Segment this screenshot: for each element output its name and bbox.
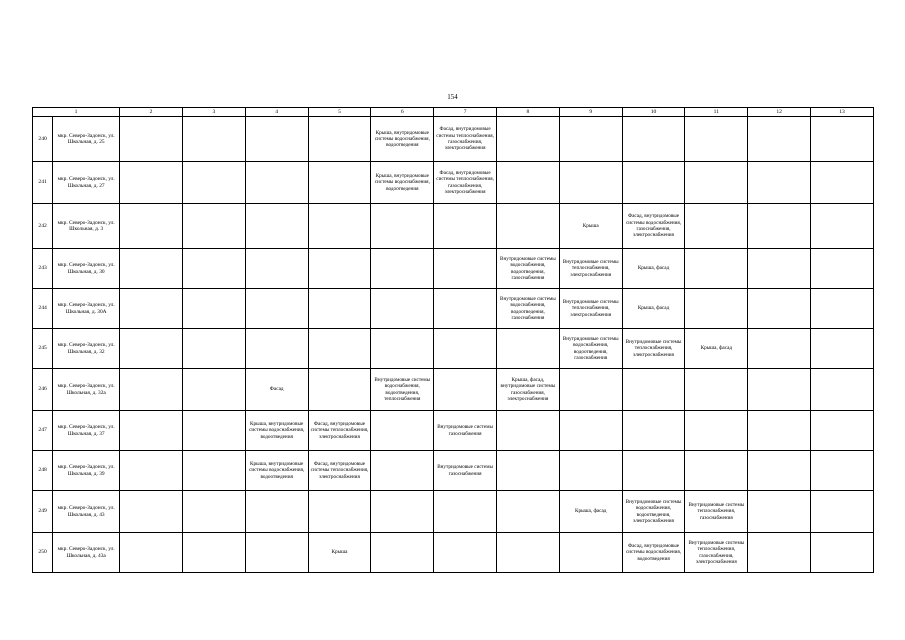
repair-work-cell xyxy=(497,491,560,533)
repair-work-cell: Крыша, фасад xyxy=(622,249,685,289)
repair-work-cell xyxy=(685,162,748,204)
table-row xyxy=(33,289,874,329)
repair-work-cell xyxy=(559,117,622,162)
repair-work-cell: Крыша xyxy=(308,533,371,573)
row-number: 250 xyxy=(33,533,53,573)
repair-work-cell xyxy=(811,491,874,533)
repair-work-cell xyxy=(182,411,245,451)
repair-work-cell xyxy=(748,533,811,573)
building-address: мкр. Северо-Задонск, ул. Школьная, д. 37 xyxy=(53,411,120,451)
repair-work-cell xyxy=(308,204,371,249)
repair-work-cell xyxy=(308,369,371,411)
repair-work-cell: Внутридомовые системы теплоснабжения, электроснабжения xyxy=(559,249,622,289)
repair-work-cell: Крыша, фасад, внутридомовые системы газоснабжения, электроснабжения xyxy=(497,369,560,411)
repair-work-cell: Внутридомовые системы газоснабжения xyxy=(434,411,497,451)
repair-work-cell xyxy=(811,329,874,369)
repair-work-cell xyxy=(120,411,183,451)
repair-work-cell xyxy=(371,533,434,573)
repair-work-cell: Внутридомовые системы водоснабжения, водоотведения, газоснабжения xyxy=(559,329,622,369)
repair-work-cell xyxy=(559,533,622,573)
repair-work-cell: Крыша xyxy=(559,204,622,249)
repair-work-cell xyxy=(811,533,874,573)
repair-work-cell: Крыша, внутридомовые системы водоснабжения, водоотведения xyxy=(245,451,308,491)
repair-work-cell xyxy=(685,289,748,329)
column-number-header: 8 xyxy=(497,108,560,117)
row-number: 245 xyxy=(33,329,53,369)
repair-work-cell xyxy=(748,369,811,411)
repair-work-cell xyxy=(685,117,748,162)
repair-work-cell xyxy=(120,289,183,329)
repair-work-cell xyxy=(434,289,497,329)
repair-work-cell xyxy=(748,204,811,249)
repair-work-cell xyxy=(120,162,183,204)
building-address: мкр. Северо-Задонск, ул. Школьная, д. 30 xyxy=(53,249,120,289)
repair-work-cell xyxy=(182,204,245,249)
repair-work-cell xyxy=(811,249,874,289)
repair-work-cell xyxy=(120,491,183,533)
repair-work-cell xyxy=(622,451,685,491)
row-number: 241 xyxy=(33,162,53,204)
table-row xyxy=(33,249,874,289)
repair-work-cell xyxy=(748,491,811,533)
repair-work-cell xyxy=(245,289,308,329)
repair-work-cell xyxy=(182,369,245,411)
repair-work-cell xyxy=(622,369,685,411)
repair-work-cell xyxy=(434,369,497,411)
repair-work-cell xyxy=(308,249,371,289)
repair-work-cell xyxy=(120,329,183,369)
repair-work-cell xyxy=(748,289,811,329)
column-number-header: 7 xyxy=(434,108,497,117)
column-number-header-row xyxy=(33,108,874,117)
repair-work-cell xyxy=(182,329,245,369)
row-number: 240 xyxy=(33,117,53,162)
table-row xyxy=(33,117,874,162)
row-number: 248 xyxy=(33,451,53,491)
repair-work-cell xyxy=(497,329,560,369)
repair-work-cell xyxy=(371,204,434,249)
repair-work-cell xyxy=(497,451,560,491)
building-address: мкр. Северо-Задонск, ул. Школьная, д. 32 xyxy=(53,329,120,369)
repair-work-cell xyxy=(182,162,245,204)
repair-work-cell xyxy=(182,533,245,573)
table-row xyxy=(33,369,874,411)
repair-work-cell xyxy=(811,289,874,329)
repair-work-cell: Фасад, внутридомовые системы водоснабжения, газоснабжения, электроснабжения xyxy=(622,204,685,249)
repair-work-cell: Крыша, фасад xyxy=(559,491,622,533)
repair-work-cell xyxy=(308,329,371,369)
repair-work-cell: Крыша, фасад xyxy=(685,329,748,369)
repair-work-cell xyxy=(120,451,183,491)
repair-work-cell: Фасад, внутридомовые системы теплоснабжения, электроснабжения xyxy=(308,411,371,451)
repair-work-cell xyxy=(182,451,245,491)
repair-work-cell: Фасад, внутридомовые системы водоснабжения, водоотведения xyxy=(622,533,685,573)
repair-work-cell xyxy=(748,117,811,162)
column-number-header: 10 xyxy=(622,108,685,117)
repair-work-cell xyxy=(371,249,434,289)
repair-work-cell: Фасад, внутридомовые системы теплоснабжения, электроснабжения xyxy=(308,451,371,491)
repair-work-cell xyxy=(497,117,560,162)
column-number-header: 12 xyxy=(748,108,811,117)
repair-work-cell: Внутридомовые системы теплоснабжения, газоснабжения, электроснабжения xyxy=(685,533,748,573)
repair-work-cell xyxy=(748,411,811,451)
repair-work-cell xyxy=(120,117,183,162)
repair-work-cell xyxy=(245,329,308,369)
capital-repair-schedule-table xyxy=(32,107,874,573)
repair-work-cell xyxy=(245,204,308,249)
repair-work-cell xyxy=(308,117,371,162)
repair-work-cell xyxy=(811,369,874,411)
building-address: мкр. Северо-Задонск, ул. Школьная, д. 32а xyxy=(53,369,120,411)
repair-work-cell xyxy=(120,369,183,411)
repair-work-cell: Фасад xyxy=(245,369,308,411)
repair-work-cell xyxy=(497,411,560,451)
repair-work-cell xyxy=(245,117,308,162)
repair-work-cell xyxy=(371,289,434,329)
repair-work-cell: Внутридомовые системы водоснабжения, водоотведения, газоснабжения xyxy=(497,289,560,329)
column-number-header: 5 xyxy=(308,108,371,117)
repair-work-cell xyxy=(434,491,497,533)
repair-work-cell xyxy=(811,451,874,491)
repair-work-cell xyxy=(811,162,874,204)
repair-work-cell: Крыша, внутридомовые системы водоснабжения, водоотведения xyxy=(371,162,434,204)
repair-work-cell xyxy=(371,411,434,451)
repair-work-cell xyxy=(748,451,811,491)
column-number-header: 13 xyxy=(811,108,874,117)
building-address: мкр. Северо-Задонск, ул. Школьная, д. 27 xyxy=(53,162,120,204)
repair-work-cell xyxy=(120,204,183,249)
building-address: мкр. Северо-Задонск, ул. Школьная, д. 43 xyxy=(53,491,120,533)
row-number: 249 xyxy=(33,491,53,533)
column-number-header: 3 xyxy=(182,108,245,117)
building-address: мкр. Северо-Задонск, ул. Школьная, д. 3 xyxy=(53,204,120,249)
repair-work-cell xyxy=(371,491,434,533)
building-address: мкр. Северо-Задонск, ул. Школьная, д. 43а xyxy=(53,533,120,573)
repair-work-cell xyxy=(811,204,874,249)
repair-work-cell xyxy=(748,249,811,289)
column-number-header: 4 xyxy=(245,108,308,117)
repair-work-cell: Внутридомовые системы газоснабжения xyxy=(434,451,497,491)
repair-work-cell xyxy=(371,451,434,491)
building-address: мкр. Северо-Задонск, ул. Школьная, д. 30А xyxy=(53,289,120,329)
repair-work-cell: Внутридомовые системы теплоснабжения, электроснабжения xyxy=(559,289,622,329)
repair-work-cell: Крыша, внутридомовые системы водоснабжения, водоотведения xyxy=(245,411,308,451)
repair-work-cell xyxy=(559,451,622,491)
repair-work-cell xyxy=(497,204,560,249)
repair-work-cell xyxy=(182,249,245,289)
repair-work-cell xyxy=(245,491,308,533)
repair-work-cell xyxy=(245,533,308,573)
repair-work-cell xyxy=(308,491,371,533)
repair-work-cell xyxy=(497,533,560,573)
table-row xyxy=(33,411,874,451)
repair-work-cell: Крыша, внутридомовые системы водоснабжения, водоотведения xyxy=(371,117,434,162)
repair-work-cell xyxy=(245,162,308,204)
repair-work-cell: Внутридомовые системы водоснабжения, водоотведения, газоснабжения xyxy=(497,249,560,289)
table-row xyxy=(33,533,874,573)
repair-work-cell xyxy=(559,411,622,451)
repair-work-cell: Внутридомовые системы водоснабжения, водоотведения, электроснабжения xyxy=(622,491,685,533)
repair-work-cell xyxy=(622,162,685,204)
repair-work-cell xyxy=(811,117,874,162)
repair-work-cell xyxy=(434,329,497,369)
row-number: 247 xyxy=(33,411,53,451)
repair-work-cell: Фасад, внутридомовые системы теплоснабжения, газоснабжения, электроснабжения xyxy=(434,162,497,204)
repair-work-cell xyxy=(748,329,811,369)
repair-work-cell xyxy=(120,533,183,573)
repair-work-cell xyxy=(308,289,371,329)
repair-work-cell: Внутридомовые системы теплоснабжения, электроснабжения xyxy=(622,329,685,369)
table-row xyxy=(33,162,874,204)
repair-work-cell xyxy=(182,117,245,162)
repair-work-cell: Крыша, фасад xyxy=(622,289,685,329)
row-number: 244 xyxy=(33,289,53,329)
page-number: 154 xyxy=(447,93,458,101)
building-address: мкр. Северо-Задонск, ул. Школьная, д. 25 xyxy=(53,117,120,162)
repair-work-cell xyxy=(371,329,434,369)
repair-work-cell xyxy=(622,411,685,451)
repair-work-cell xyxy=(622,117,685,162)
table-row xyxy=(33,204,874,249)
repair-work-cell xyxy=(434,249,497,289)
repair-work-cell xyxy=(434,533,497,573)
repair-work-cell xyxy=(685,451,748,491)
repair-work-cell xyxy=(748,162,811,204)
table-row xyxy=(33,451,874,491)
repair-work-cell: Внутридомовые системы водоснабжения, водоотведения, теплоснабжения xyxy=(371,369,434,411)
repair-work-cell: Фасад, внутридомовые системы теплоснабжения, газоснабжения, электроснабжения xyxy=(434,117,497,162)
column-number-header: 1 xyxy=(33,108,120,117)
repair-work-cell xyxy=(120,249,183,289)
repair-work-cell xyxy=(559,369,622,411)
column-number-header: 11 xyxy=(685,108,748,117)
table-row xyxy=(33,491,874,533)
repair-work-cell: Внутридомовые системы теплоснабжения, газоснабжения xyxy=(685,491,748,533)
repair-work-cell xyxy=(434,204,497,249)
repair-work-cell xyxy=(685,249,748,289)
column-number-header: 2 xyxy=(120,108,183,117)
row-number: 246 xyxy=(33,369,53,411)
repair-work-cell xyxy=(182,491,245,533)
repair-work-cell xyxy=(182,289,245,329)
row-number: 243 xyxy=(33,249,53,289)
repair-work-cell xyxy=(811,411,874,451)
repair-work-cell xyxy=(308,162,371,204)
table-row xyxy=(33,329,874,369)
repair-work-cell xyxy=(497,162,560,204)
column-number-header: 6 xyxy=(371,108,434,117)
repair-work-cell xyxy=(685,369,748,411)
repair-work-cell xyxy=(559,162,622,204)
repair-work-cell xyxy=(685,411,748,451)
column-number-header: 9 xyxy=(559,108,622,117)
row-number: 242 xyxy=(33,204,53,249)
repair-work-cell xyxy=(245,249,308,289)
building-address: мкр. Северо-Задонск, ул. Школьная, д. 39 xyxy=(53,451,120,491)
repair-work-cell xyxy=(685,204,748,249)
